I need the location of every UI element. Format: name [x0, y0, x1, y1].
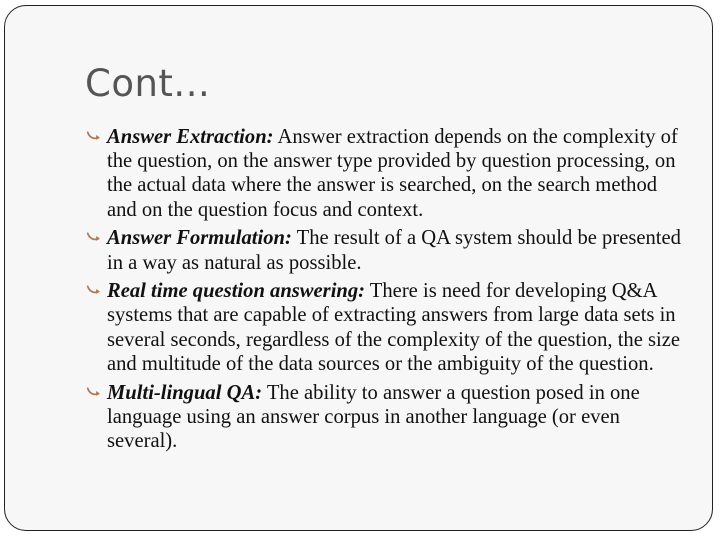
bullet-text: There is need for developing Q&A systems that are capable of extracting answers from large data sets in several seconds, regardless of the complexity of the question, the size and multitude of the data sources or the ambiguity of the question. — [107, 280, 681, 375]
curved-arrow-icon — [85, 227, 103, 245]
bullet-term: Real time question answering: — [107, 280, 366, 303]
bullet-text: Answer extraction depends on the complexity of the question, on the answer type provided by question processing, on the actual data where the answer is searched, on the search method and on the question focus and context. — [107, 126, 678, 221]
bullet-text: The ability to answer a question posed in one language using an answer corpus in another language (or even several). — [107, 381, 640, 452]
bullet-real-time-qa — [85, 279, 690, 376]
curved-arrow-icon — [85, 126, 103, 144]
bullet-multi-lingual-qa — [85, 381, 690, 454]
bullet-text: The result of a QA system should be presented in a way as natural as possible. — [107, 227, 681, 274]
bullet-term: Answer Formulation: — [107, 227, 292, 250]
bullet-term: Answer Extraction: — [107, 126, 274, 148]
bullet-answer-extraction — [85, 125, 690, 222]
bullet-list — [85, 125, 690, 458]
curved-arrow-icon — [85, 382, 103, 400]
curved-arrow-icon — [85, 280, 103, 298]
bullet-term: Multi-lingual QA: — [107, 381, 263, 404]
slide-title: Cont... — [85, 62, 211, 105]
slide-frame — [4, 5, 713, 531]
bullet-answer-formulation — [85, 226, 690, 274]
